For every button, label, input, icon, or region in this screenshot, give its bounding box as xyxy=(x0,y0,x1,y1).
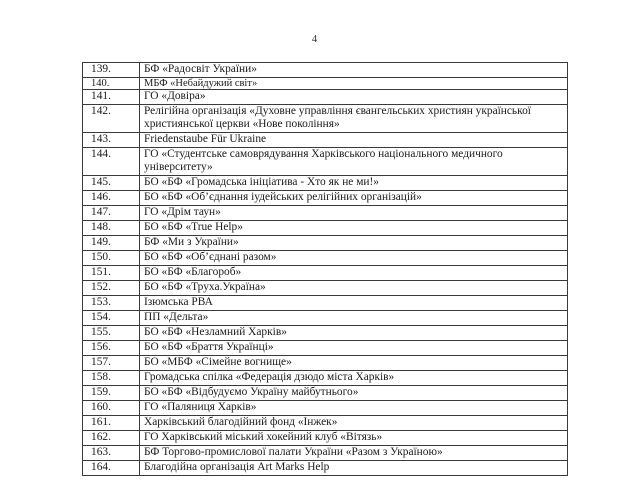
table-row xyxy=(83,416,568,431)
row-number: 149. xyxy=(83,236,140,251)
organization-name: БО «БФ «Відбудуємо Україну майбутнього» xyxy=(140,386,568,401)
organization-name: Friedenstaube Für Ukraine xyxy=(140,133,568,148)
table-row xyxy=(83,63,568,78)
organization-name: ГО «Довіра» xyxy=(140,90,568,105)
organization-name: БО «БФ «Труха.Україна» xyxy=(140,281,568,296)
table-row xyxy=(83,176,568,191)
row-number: 142. xyxy=(83,105,140,133)
table-row xyxy=(83,148,568,176)
table-row xyxy=(83,431,568,446)
row-number: 140. xyxy=(83,78,140,90)
table-row xyxy=(83,90,568,105)
organizations-table xyxy=(82,62,568,476)
row-number: 139. xyxy=(83,63,140,78)
row-number: 144. xyxy=(83,148,140,176)
table-row xyxy=(83,386,568,401)
organization-name: БО «БФ «Незламний Харків» xyxy=(140,326,568,341)
organization-name: Релігійна організація «Духовне управління євангельських християн української християнської церкви «Нове покоління» xyxy=(140,105,568,133)
organization-name: БФ Торгово-промислової палати України «Разом з Україною» xyxy=(140,446,568,461)
table-row xyxy=(83,296,568,311)
table-row xyxy=(83,236,568,251)
organization-name: Харківський благодійний фонд «Інжек» xyxy=(140,416,568,431)
organization-name: ГО Харківський міський хокейний клуб «Вітязь» xyxy=(140,431,568,446)
organization-name: БО «БФ «Браття Українці» xyxy=(140,341,568,356)
table-row xyxy=(83,105,568,133)
row-number: 148. xyxy=(83,221,140,236)
row-number: 151. xyxy=(83,266,140,281)
page-number: 4 xyxy=(311,33,318,45)
row-number: 164. xyxy=(83,461,140,476)
row-number: 161. xyxy=(83,416,140,431)
organization-name: БО «БФ «Благороб» xyxy=(140,266,568,281)
table-row xyxy=(83,371,568,386)
row-number: 146. xyxy=(83,191,140,206)
table-row xyxy=(83,326,568,341)
row-number: 154. xyxy=(83,311,140,326)
organization-name: ГО «Студентське самоврядування Харківського національного медичного університету» xyxy=(140,148,568,176)
table-row xyxy=(83,356,568,371)
organization-name: БО «МБФ «Сімейне вогнище» xyxy=(140,356,568,371)
row-number: 155. xyxy=(83,326,140,341)
row-number: 143. xyxy=(83,133,140,148)
table-row xyxy=(83,191,568,206)
organization-name: Громадська спілка «Федерація дзюдо міста Харків» xyxy=(140,371,568,386)
row-number: 152. xyxy=(83,281,140,296)
organization-name: МБФ «Небайдужий світ» xyxy=(140,78,568,90)
row-number: 153. xyxy=(83,296,140,311)
table-row xyxy=(83,311,568,326)
organization-name: Ізюмська РВА xyxy=(140,296,568,311)
organization-name: БФ «Радосвіт України» xyxy=(140,63,568,78)
row-number: 162. xyxy=(83,431,140,446)
organization-name: БО «БФ «Об’єднані разом» xyxy=(140,251,568,266)
row-number: 163. xyxy=(83,446,140,461)
organization-name: ГО «Паляниця Харків» xyxy=(140,401,568,416)
row-number: 156. xyxy=(83,341,140,356)
table-row xyxy=(83,401,568,416)
table-row xyxy=(83,461,568,476)
organization-name: БО «БФ «Об’єднання іудейських релігійних організацій» xyxy=(140,191,568,206)
row-number: 159. xyxy=(83,386,140,401)
row-number: 160. xyxy=(83,401,140,416)
row-number: 157. xyxy=(83,356,140,371)
table-row xyxy=(83,251,568,266)
organization-name: ПП «Дельта» xyxy=(140,311,568,326)
organization-name: ГО «Дрім таун» xyxy=(140,206,568,221)
row-number: 147. xyxy=(83,206,140,221)
table-row xyxy=(83,446,568,461)
organization-name: Благодійна організація Art Marks Help xyxy=(140,461,568,476)
row-number: 150. xyxy=(83,251,140,266)
table-row xyxy=(83,281,568,296)
table-row xyxy=(83,78,568,90)
table-row xyxy=(83,206,568,221)
organization-name: БФ «Ми з України» xyxy=(140,236,568,251)
organization-name: БО «БФ «True Help» xyxy=(140,221,568,236)
organization-name: БО «БФ «Громадська ініціатива - Хто як не ми!» xyxy=(140,176,568,191)
table-row xyxy=(83,221,568,236)
table-row xyxy=(83,133,568,148)
row-number: 145. xyxy=(83,176,140,191)
table-row xyxy=(83,266,568,281)
row-number: 141. xyxy=(83,90,140,105)
table-row xyxy=(83,341,568,356)
row-number: 158. xyxy=(83,371,140,386)
